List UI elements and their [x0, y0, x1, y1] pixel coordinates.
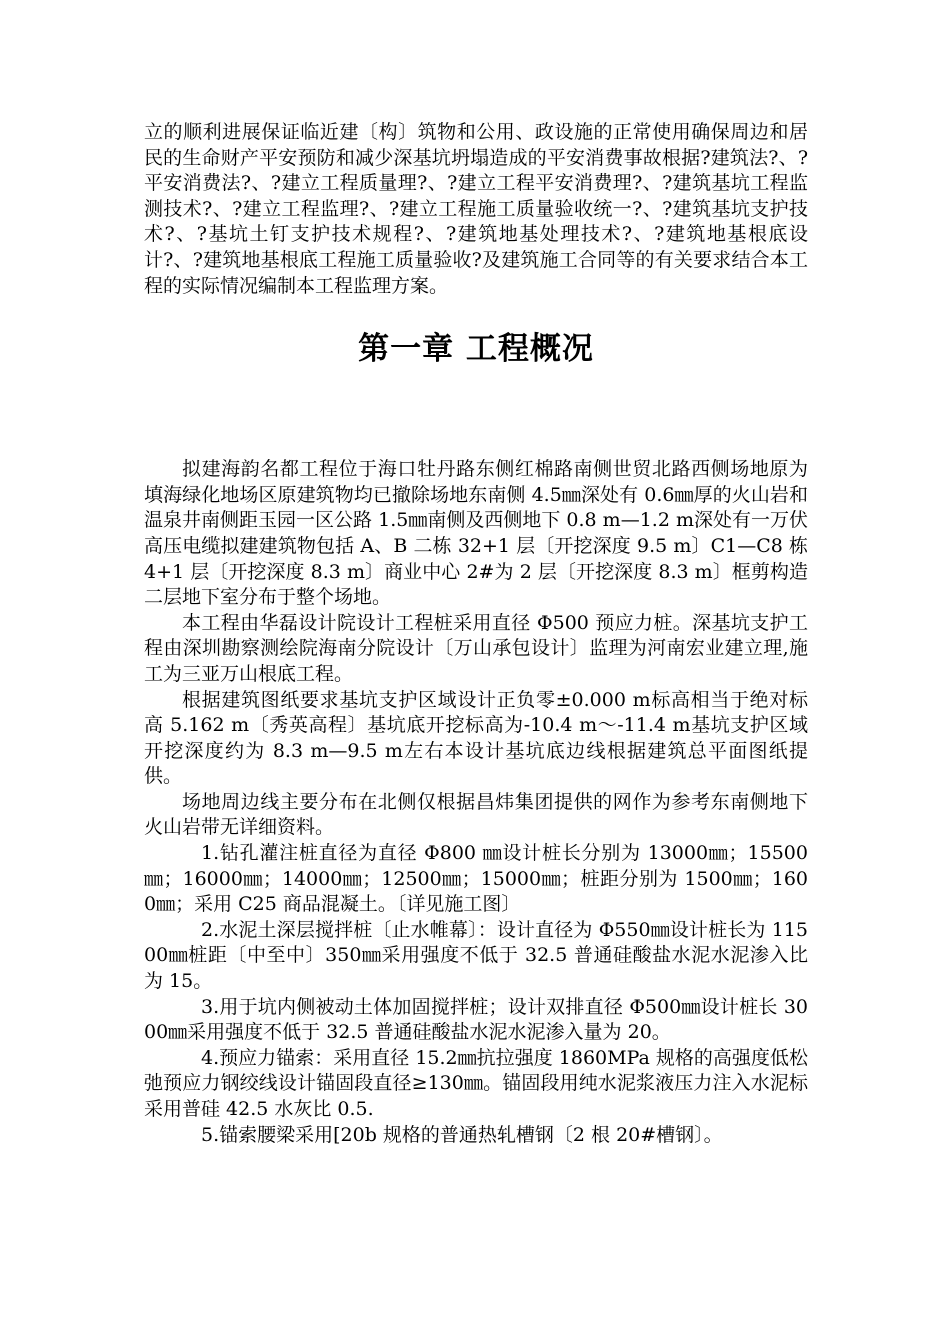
document-body [144, 120, 808, 1148]
list-item-reinforcement-pile: 3.用于坑内侧被动土体加固搅拌桩；设计双排直径 Φ500㎜设计桩长 3000㎜采用强度不低于 32.5 普通硅酸盐水泥水泥渗入量为 20。 [144, 995, 808, 1044]
list-item-waist-beam: 5.锚索腰梁采用[20b 规格的普通热轧槽钢〔2 根 20#槽钢〕。 [201, 1123, 723, 1146]
overview-paragraph-elevation: 根据建筑图纸要求基坑支护区域设计正负零±0.000 m标高相当于绝对标高 5.162 m〔秀英高程〕基坑底开挖标高为-10.4 m～-11.4 m基坑支护区域开挖深度约为 8.3 m—9.5 m左右本设计基坑底边线根据建筑总平面图纸提供。 [144, 688, 808, 788]
chapter-title: 第一章 工程概况 [358, 331, 594, 368]
overview-paragraph-surroundings: 场地周边线主要分布在北侧仅根据昌炜集团提供的网作为参考东南侧地下火山岩带无详细资料。 [144, 790, 808, 839]
list-item-anchor-cable: 4.预应力锚索：采用直径 15.2㎜抗拉强度 1860MPa 规格的高强度低松弛预应力钢绞线设计锚固段直径≥130㎜。锚固段用纯水泥浆液压力注入水泥标采用普硅 42.5 水灰比 0.5. [144, 1046, 808, 1120]
intro-paragraph: 立的顺利进展保证临近建〔构〕筑物和公用、政设施的正常使用确保周边和居民的生命财产平安预防和减少深基坑坍塌造成的平安消费事故根据?建筑法?、?平安消费法?、?建立工程质量理?、?建立工程平安消费理?、?建筑基坑工程监测技术?、?建立工程监理?、?建立工程施工质量验收统一?、?建筑基坑支护技术?、?基坑土钉支护技术规程?、?建筑地基处理技术?、?建筑地基根底设计?、?建筑地基根底工程施工质量验收?及建筑施工合同等的有关要求结合本工程的实际情况编制本工程监理方案。 [144, 121, 808, 297]
list-item-mixing-pile: 2.水泥土深层搅拌桩〔止水帷幕〕：设计直径为 Φ550㎜设计桩长为 11500㎜桩距〔中至中〕350㎜采用强度不低于 32.5 普通硅酸盐水泥水泥渗入比为 15。 [144, 918, 808, 993]
overview-paragraph-design: 本工程由华磊设计院设计工程桩采用直径 Φ500 预应力桩。深基坑支护工程由深圳勘察测绘院海南分院设计〔万山承包设计〕监理为河南宏业建立理,施工为三亚万山根底工程。 [144, 611, 808, 685]
list-item-bored-pile: 1.钻孔灌注桩直径为直径 Φ800 ㎜设计桩长分别为 13000㎜；15500㎜；16000㎜；14000㎜；12500㎜；15000㎜；桩距分别为 1500㎜；1600㎜；采用 C25 商品混凝土。〔详见施工图〕 [144, 842, 808, 916]
overview-paragraph-location: 拟建海韵名都工程位于海口牡丹路东侧红棉路南侧世贸北路西侧场地原为填海绿化地场区原建筑物均已撤除场地东南侧 4.5㎜深处有 0.6㎜厚的火山岩和温泉井南侧距玉园一区公路 1.5㎜南侧及西侧地下 0.8 m—1.2 m深处有一万伏高压电缆拟建建筑物包括 A、B 二栋 32+1 层〔开挖深度 9.5 m〕C1—C8 栋 4+1 层〔开挖深度 8.3 m〕商业中心 2#为 2 层〔开挖深度 8.3 m〕框剪构造二层地下室分布于整个场地。 [144, 458, 808, 609]
